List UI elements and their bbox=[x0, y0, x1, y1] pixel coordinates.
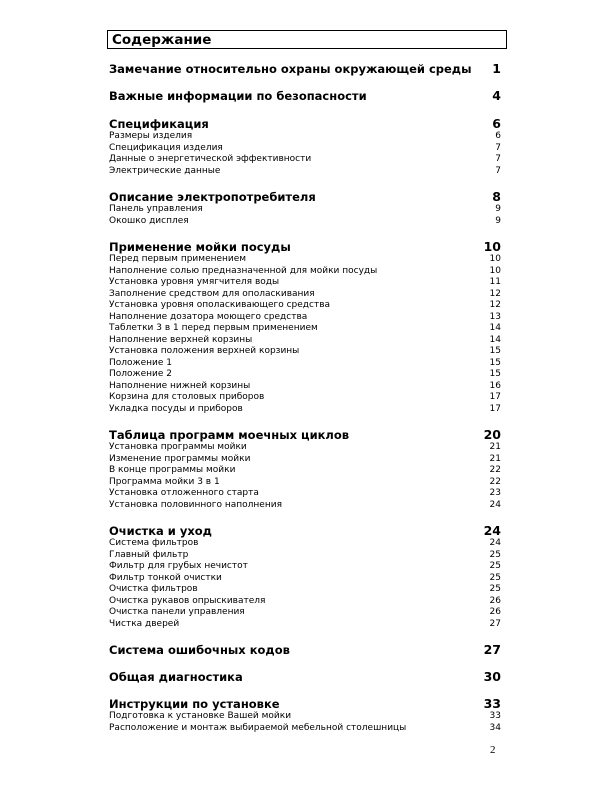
toc-entry[interactable] bbox=[109, 369, 501, 381]
page-title: Содержание bbox=[112, 32, 212, 48]
toc-section-heading[interactable] bbox=[109, 240, 501, 254]
toc-section-page: 1 bbox=[492, 61, 501, 76]
toc-entry-page: 17 bbox=[489, 392, 501, 402]
toc-section-title: Таблица программ моечных циклов bbox=[109, 428, 350, 442]
toc-section-page: 4 bbox=[492, 88, 501, 103]
toc-section-page: 27 bbox=[483, 642, 501, 657]
toc-entry-label: Электрические данные bbox=[109, 165, 221, 176]
toc-entry-label: Очистка рукавов опрыскивателя bbox=[109, 595, 266, 606]
toc-entry[interactable] bbox=[109, 488, 501, 500]
toc-entry-label: Подготовка к установке Вашей мойки bbox=[109, 711, 292, 721]
toc-entry-label: Положение 2 bbox=[109, 369, 173, 379]
toc-entry-label: Корзина для столовых приборов bbox=[109, 392, 265, 402]
toc-entry[interactable] bbox=[109, 381, 501, 393]
toc-entry-page: 10 bbox=[489, 254, 501, 264]
toc-entry-label: Фильтр тонкой очистки bbox=[109, 572, 222, 583]
toc-entry[interactable] bbox=[109, 346, 501, 358]
toc-entry[interactable] bbox=[109, 442, 501, 454]
toc-entry[interactable] bbox=[109, 619, 501, 631]
toc-entry[interactable] bbox=[109, 550, 501, 562]
toc-section-heading[interactable] bbox=[109, 428, 501, 442]
toc-entry-page: 17 bbox=[489, 403, 501, 414]
toc-section-title: Система ошибочных кодов bbox=[109, 643, 290, 657]
toc-section-page: 6 bbox=[492, 116, 501, 131]
toc-entry-label: Наполнение дозатора моющего средства bbox=[109, 311, 308, 322]
toc-section-heading[interactable] bbox=[109, 643, 501, 657]
toc-entry-page: 15 bbox=[489, 346, 501, 356]
toc-section-heading[interactable] bbox=[109, 697, 501, 711]
toc-entry-label: В конце программы мойки bbox=[109, 465, 236, 475]
toc-section bbox=[109, 428, 501, 511]
toc-entry-label: Таблетки 3 в 1 перед первым применением bbox=[109, 323, 318, 333]
toc-entry-page: 24 bbox=[489, 538, 501, 548]
toc-entry-label: Панель управления bbox=[109, 204, 203, 214]
toc-entry[interactable] bbox=[109, 277, 501, 289]
toc-section-heading[interactable] bbox=[109, 670, 501, 684]
toc-entry[interactable] bbox=[109, 216, 501, 228]
toc-entry-label: Фильтр для грубых нечистот bbox=[109, 561, 248, 571]
toc-entry-page: 6 bbox=[495, 131, 501, 141]
toc-section bbox=[109, 89, 501, 103]
toc-entry-page: 7 bbox=[495, 142, 501, 153]
toc-entry[interactable] bbox=[109, 596, 501, 608]
toc-section-title: Общая диагностика bbox=[109, 670, 243, 684]
toc-entry-label: Очистка фильтров bbox=[109, 584, 198, 594]
toc-entry[interactable] bbox=[109, 573, 501, 585]
toc-entry-page: 27 bbox=[489, 618, 501, 629]
toc-entry[interactable] bbox=[109, 465, 501, 477]
toc-section bbox=[109, 190, 501, 227]
toc-entry-page: 15 bbox=[489, 369, 501, 379]
toc-entry-label: Наполнение верхней корзины bbox=[109, 334, 253, 345]
toc-entry[interactable] bbox=[109, 404, 501, 416]
toc-entry[interactable] bbox=[109, 131, 501, 143]
toc-entry-page: 21 bbox=[489, 442, 501, 452]
toc-entry-label: Наполнение нижней корзины bbox=[109, 380, 251, 391]
toc-entry-page: 9 bbox=[495, 215, 501, 226]
toc-section-heading[interactable] bbox=[109, 62, 501, 76]
toc-entry-label: Данные о энергетической эффективности bbox=[109, 154, 312, 164]
toc-entry-label: Изменение программы мойки bbox=[109, 453, 251, 464]
toc-entry[interactable] bbox=[109, 289, 501, 301]
toc-section-page: 10 bbox=[483, 239, 501, 254]
toc-entry-page: 22 bbox=[489, 476, 501, 487]
toc-section-heading[interactable] bbox=[109, 89, 501, 103]
toc-section-title: Инструкции по установке bbox=[109, 697, 280, 711]
toc-entry-page: 9 bbox=[495, 204, 501, 214]
toc-entry-page: 7 bbox=[495, 165, 501, 176]
toc-section-page: 30 bbox=[483, 669, 501, 684]
toc-entry-page: 13 bbox=[489, 311, 501, 322]
toc-entry-label: Положение 1 bbox=[109, 357, 173, 368]
toc-entry-page: 12 bbox=[489, 288, 501, 299]
toc-entry-label: Очистка панели управления bbox=[109, 607, 245, 617]
toc-entry-label: Установка половинного наполнения bbox=[109, 499, 282, 510]
toc-entry-label: Укладка посуды и приборов bbox=[109, 403, 243, 414]
toc-section bbox=[109, 117, 501, 177]
toc-entry-label: Окошко дисплея bbox=[109, 215, 189, 226]
toc-entry-label: Перед первым применением bbox=[109, 254, 247, 264]
toc-entry-label: Чистка дверей bbox=[109, 618, 180, 629]
toc-entry[interactable] bbox=[109, 607, 501, 619]
toc-entry[interactable] bbox=[109, 723, 501, 735]
toc-entry-page: 25 bbox=[489, 584, 501, 594]
toc-entry-label: Установка отложенного старта bbox=[109, 488, 259, 498]
toc-entry-page: 14 bbox=[489, 323, 501, 333]
toc-entry[interactable] bbox=[109, 500, 501, 512]
toc-entry-label: Заполнение средством для ополаскивания bbox=[109, 288, 315, 299]
toc-entry[interactable] bbox=[109, 538, 501, 550]
toc-section-page: 24 bbox=[483, 523, 501, 538]
toc-entry-page: 34 bbox=[489, 722, 501, 733]
toc-entry-page: 22 bbox=[489, 465, 501, 475]
toc-entry-label: Расположение и монтаж выбираемой мебельной столешницы bbox=[109, 722, 407, 733]
toc-section-page: 8 bbox=[492, 189, 501, 204]
toc-entry-page: 33 bbox=[489, 711, 501, 721]
toc-entry[interactable] bbox=[109, 323, 501, 335]
toc-entry[interactable] bbox=[109, 166, 501, 178]
toc-entry-page: 14 bbox=[489, 334, 501, 345]
toc-section-title: Важные информации по безопасности bbox=[109, 89, 367, 103]
toc-entry-page: 26 bbox=[489, 607, 501, 617]
toc-section bbox=[109, 524, 501, 630]
toc-section-heading[interactable] bbox=[109, 190, 501, 204]
toc-section-page: 20 bbox=[483, 427, 501, 442]
toc-entry-label: Программа мойки 3 в 1 bbox=[109, 476, 220, 487]
toc-entry[interactable] bbox=[109, 300, 501, 312]
toc-entry[interactable] bbox=[109, 312, 501, 324]
toc-entry-label: Установка программы мойки bbox=[109, 442, 247, 452]
toc-section bbox=[109, 670, 501, 684]
toc-entry-page: 16 bbox=[489, 380, 501, 391]
toc-entry[interactable] bbox=[109, 335, 501, 347]
toc-entry[interactable] bbox=[109, 392, 501, 404]
toc-entry-label: Установка уровня ополаскивающего средства bbox=[109, 300, 331, 310]
toc-section-heading[interactable] bbox=[109, 524, 501, 538]
toc-entry-page: 15 bbox=[489, 357, 501, 368]
toc-entry[interactable] bbox=[109, 561, 501, 573]
toc-entry[interactable] bbox=[109, 711, 501, 723]
toc-section bbox=[109, 643, 501, 657]
toc-entry-page: 23 bbox=[489, 488, 501, 498]
toc-entry[interactable] bbox=[109, 254, 501, 266]
toc-entry-label: Главный фильтр bbox=[109, 549, 189, 560]
toc-section-title: Описание электропотребителя bbox=[109, 190, 316, 204]
table-of-contents bbox=[109, 62, 501, 734]
toc-entry-label: Размеры изделия bbox=[109, 131, 193, 141]
toc-entry-page: 26 bbox=[489, 595, 501, 606]
page-number: 2 bbox=[490, 744, 496, 756]
toc-entry-label: Установка уровня умягчителя воды bbox=[109, 277, 280, 287]
toc-section-heading[interactable] bbox=[109, 117, 501, 131]
toc-entry-label: Спецификация изделия bbox=[109, 142, 223, 153]
toc-entry-page: 24 bbox=[489, 499, 501, 510]
toc-entry-label: Установка положения верхней корзины bbox=[109, 346, 300, 356]
contents-title-box bbox=[107, 30, 507, 49]
toc-entry[interactable] bbox=[109, 154, 501, 166]
toc-entry[interactable] bbox=[109, 204, 501, 216]
toc-entry[interactable] bbox=[109, 454, 501, 466]
toc-entry-page: 12 bbox=[489, 300, 501, 310]
toc-section-title: Применение мойки посуды bbox=[109, 240, 291, 254]
toc-entry[interactable] bbox=[109, 266, 501, 278]
toc-entry-page: 7 bbox=[495, 154, 501, 164]
toc-section-page: 33 bbox=[483, 696, 501, 711]
toc-section-title: Очистка и уход bbox=[109, 524, 212, 538]
toc-entry-page: 21 bbox=[489, 453, 501, 464]
toc-entry-label: Система фильтров bbox=[109, 538, 199, 548]
toc-section bbox=[109, 240, 501, 415]
toc-entry[interactable] bbox=[109, 358, 501, 370]
toc-entry-page: 25 bbox=[489, 561, 501, 571]
toc-section-title: Спецификация bbox=[109, 117, 209, 131]
toc-section bbox=[109, 62, 501, 76]
toc-entry-page: 10 bbox=[489, 265, 501, 276]
toc-entry-page: 25 bbox=[489, 549, 501, 560]
toc-section-title: Замечание относительно охраны окружающей среды bbox=[109, 62, 472, 76]
toc-section bbox=[109, 697, 501, 734]
toc-entry[interactable] bbox=[109, 584, 501, 596]
toc-entry[interactable] bbox=[109, 143, 501, 155]
toc-entry-page: 25 bbox=[489, 572, 501, 583]
toc-entry-label: Наполнение солью предназначенной для мойки посуды bbox=[109, 265, 378, 276]
toc-entry[interactable] bbox=[109, 477, 501, 489]
toc-entry-page: 11 bbox=[489, 277, 501, 287]
